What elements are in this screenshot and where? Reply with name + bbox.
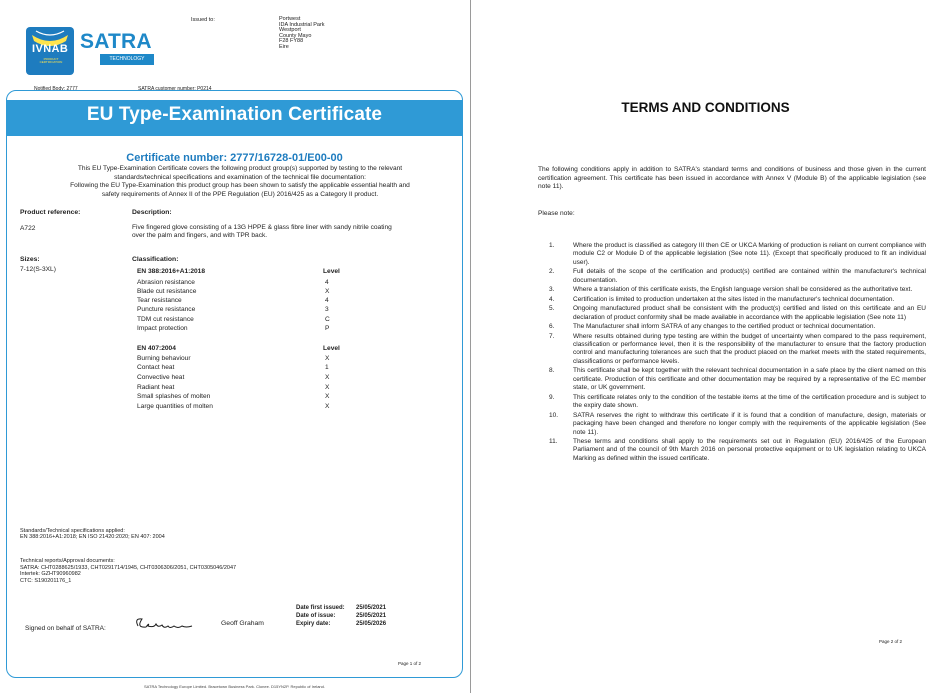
classification-row: Blade cut resistance X: [137, 288, 330, 295]
issued-to-label: Issued to:: [191, 17, 215, 23]
classification-row: Impact protection P: [137, 325, 330, 332]
classification-label: Classification:: [132, 256, 179, 263]
terms-item: 2. Full details of the scope of the certification and product(s) certified are contained within the manufacturer's technical documentation.: [549, 268, 926, 284]
certificate-title: EU Type-Examination Certificate: [86, 104, 383, 125]
date-row: Expiry date: 25/05/2026: [296, 621, 387, 627]
signer-name: Geoff Graham: [221, 620, 264, 627]
terms-item: 11. These terms and conditions shall apply to the requirements set out in Regulation (EU) 2016/425 of the European Parliament and of the council of 9th March 2016 on personal protective equipment or to UK legislation relating to UKCA Marking as defined within the issued certificate.: [549, 437, 926, 462]
page-number: Page 1 of 2: [398, 661, 422, 666]
classification-row: Burning behaviour X: [137, 355, 330, 362]
classification-row: Tear resistance 4: [137, 297, 329, 304]
page-number: Page 2 of 2: [879, 639, 903, 644]
notified-body: Notified Body: 2777: [34, 86, 78, 92]
customer-number: SATRA customer number: P0214: [138, 86, 212, 92]
sizes-label: Sizes:: [20, 256, 40, 263]
classification-row: Small splashes of molten X: [137, 393, 330, 400]
classification-row: Puncture resistance 3: [137, 306, 329, 313]
classification-row: TDM cut resistance C: [137, 316, 330, 323]
terms-item: 9. This certificate relates only to the condition of the testable items at the time of the certification procedure and is subject to the expiry date shown.: [549, 393, 926, 410]
satra-logo-tag: TECHNOLOGY: [100, 54, 154, 65]
terms-intro: The following conditions apply in addition to SATRA's standard terms and conditions of business and those given in the current certification agreement. This certificate has been issued in accordance with Annex V (Module B) of the applicable legislation (see note 11).: [538, 166, 926, 190]
terms-item: 7. Where results obtained during type testing are within the budget of uncertainty when compared to the pass requirement, classification or performance level, then it is the responsibility of the manufacturer to ensure that the factory production control and manufacturing tolerances are such that the product placed on the market meets with the stated requirements, classifications or performance levels.: [549, 332, 926, 365]
certificate-dates: [296, 604, 406, 628]
ivnab-logo-subtext: PRODUCT CERTIFICATION: [39, 57, 63, 65]
terms-item: 6. The Manufacturer shall inform SATRA of any changes to the certified product or technical documentation.: [549, 323, 876, 331]
title-banner: [6, 100, 463, 136]
certificate-page: [0, 0, 469, 693]
product-reference: A722: [20, 225, 36, 232]
terms-item: 10. SATRA reserves the right to withdraw this certificate if it is found that a condition of manufacture, design, materials or packaging have been changed and therefore no longer comply with the requirements of the applicable legislation (See note 11).: [549, 411, 926, 436]
please-note: Please note:: [538, 210, 575, 217]
terms-item: 1. Where the product is classified as category III then CE or UKCA Marking of production is reliant on current compliance with module C2 or Module D of the applicable legislation (See note 11). (Except that specifically produced to fit an individual user).: [549, 242, 926, 266]
classification-row: Radiant heat X: [137, 384, 330, 391]
terms-page: [470, 0, 939, 693]
terms-list: [549, 242, 926, 463]
certificate-number: Certificate number: 2777/16728-01/E00-00: [126, 152, 343, 164]
signed-on-behalf-label: Signed on behalf of SATRA:: [25, 625, 106, 632]
terms-item: 8. This certificate shall be kept together with the relevant technical documentation in a safe place by the client named on this certificate. Production of this certificate and other documentation may be required by a representative of the EC member state, or UK government.: [549, 367, 926, 392]
classification-row: Large quantities of molten X: [137, 403, 330, 410]
classification-row: Contact heat 1: [137, 364, 329, 371]
certificate-intro: This EU Type-Examination Certificate covers the following product group(s) supported by testing to the relevant standards/technical specifications and examination of the technical file documentation: Following the EU Type-Examination this product group has been shown to satisfy the applicable essential health and safety requirements of Annex II of the PPE Regulation (EU) 2016/425 as a Category II product.: [70, 165, 410, 198]
product-reference-label: Product reference:: [20, 209, 81, 216]
classification-row: Abrasion resistance 4: [137, 279, 329, 286]
classification-header: EN 407:2004 Level: [137, 345, 340, 352]
technical-reports: Technical reports/Approval documents: SATRA: CHT0288625/1933, CHT0291714/1945, CHT0306306/2051, CHT0305046/2047 Intertek: GZHT90960982 CTC: S190201176_1: [20, 558, 237, 584]
signature-icon: [132, 614, 196, 639]
ivnab-logo: IVNAB PRODUCT CERTIFICATION: [26, 27, 74, 75]
date-row: Date first issued: 25/05/2021: [296, 605, 387, 611]
classification-row: Convective heat X: [137, 374, 330, 381]
terms-item: 3. Where a translation of this certificate exists, the English language version shall be considered as the authoritative text.: [549, 286, 913, 294]
terms-title: TERMS AND CONDITIONS: [621, 100, 790, 115]
terms-item: 4. Certification is limited to production undertaken at the sites listed in the manufacturer's technical documentation.: [549, 295, 895, 303]
description: Five fingered glove consisting of a 13G HPPE & glass fibre liner with sandy nitrile coating over the palm and fingers, and with TPR back.: [132, 224, 392, 240]
classification-header: EN 388:2016+A1:2018 Level: [137, 268, 340, 275]
date-row: Date of issue: 25/05/2021: [296, 613, 387, 619]
issued-to-address: Portwest IDA Industrial Park Westport County Mayo F28 FY88 Eire: [279, 16, 325, 50]
standards-applied: Standards/Technical specifications applied: EN 388:2016+A1:2018; EN ISO 21420:2020; EN 407: 2004: [20, 528, 165, 540]
satra-logo: SATRA: [80, 30, 152, 53]
description-label: Description:: [132, 209, 172, 216]
page-footer: SATRA Technology Europe Limited. Bracetown Business Park. Clonee. D15YN2P. Republic of Ireland.: [144, 684, 325, 689]
sizes: 7-12(S-3XL): [20, 266, 56, 273]
terms-item: 5. Ongoing manufactured product shall be consistent with the product(s) certified and listed on this certificate and an EU declaration of product conformity shall be made available in accordance with the applicable legislation (See note 11): [549, 305, 926, 321]
